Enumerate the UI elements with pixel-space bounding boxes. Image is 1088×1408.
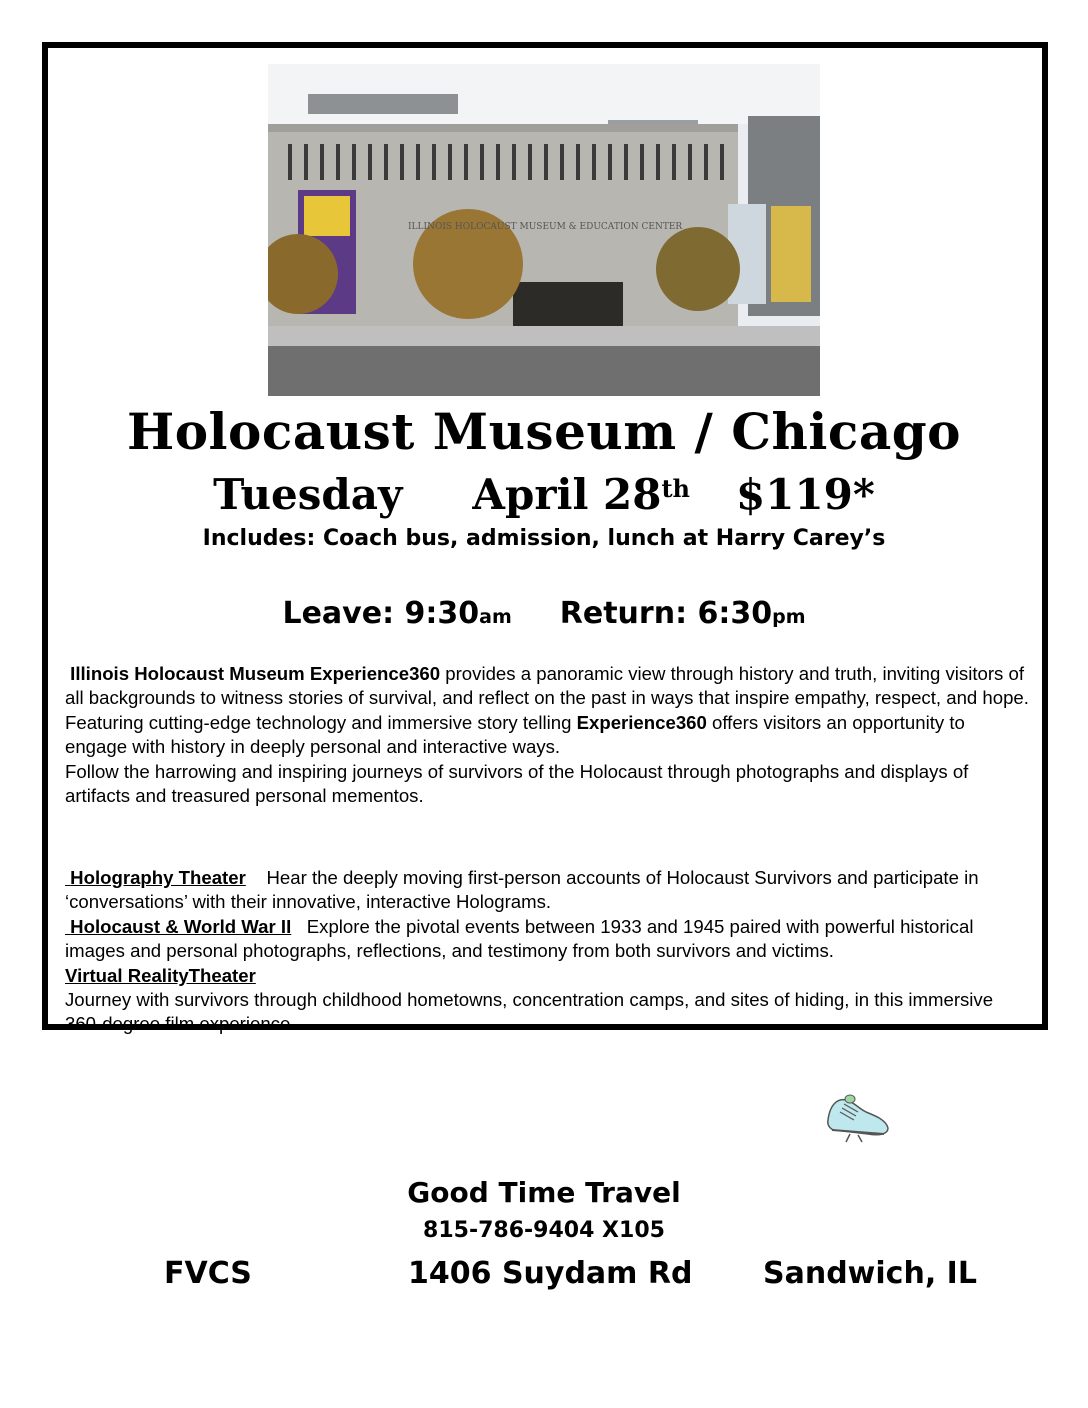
event-date: April 28 (472, 470, 662, 519)
ww2-title (65, 916, 291, 937)
description-paragraph (65, 662, 1030, 760)
date-price-line (0, 470, 1088, 519)
ww2-text: Explore the pivotal events between 1933 and 1945 paired with powerful historical images and personal photographs, reflections, and testimony from both survivors and victims. (65, 915, 979, 962)
sneaker-icon (824, 1090, 892, 1144)
mid-bold: Experience360 (576, 711, 707, 733)
ww2-title-text: Holocaust & World War II (70, 915, 292, 937)
company-phone: 815-786-9404 X105 (423, 1218, 665, 1243)
description-block (65, 662, 1030, 808)
lead-text: provides a panoramic view through history and truth, inviting visitors of all backgrounds to witness stories of survival, and reflect on the past in ways that inspire empathy, respect, and hope. Featuring cutting-edge technology and immersive story telling (65, 663, 1029, 733)
times-line (0, 596, 1088, 631)
event-day: Tuesday (213, 470, 403, 519)
holography-title (65, 867, 246, 888)
holography-title-text: Holography Theater (70, 867, 246, 888)
sections-block (65, 866, 1030, 1037)
leave-time: Leave: 9:30 (282, 596, 480, 631)
return-time: Return: 6:30 (559, 596, 773, 631)
museum-photo (268, 64, 820, 396)
org-name: FVCS (164, 1256, 252, 1291)
includes-line: Includes: Coach bus, admission, lunch at Harry Carey’s (202, 526, 886, 551)
photo-sign: ILLINOIS HOLOCAUST MUSEUM & EDUCATION CENTER (408, 222, 683, 232)
holography-section (65, 866, 1030, 915)
leave-suffix: am (479, 606, 512, 628)
lead-bold: Illinois Holocaust Museum Experience360 (70, 663, 441, 684)
follow-paragraph: Follow the harrowing and inspiring journeys of survivors of the Holocaust through photographs and displays of artifacts and treasured personal mementos. (65, 760, 969, 807)
return-suffix: pm (772, 606, 806, 628)
company-name: Good Time Travel (407, 1176, 681, 1209)
vr-text: Journey with survivors through childhood hometowns, concentration camps, and sites of hiding, in this immersive 360-degree film experience (65, 989, 994, 1035)
mid-text: offers visitors an opportunity to engage with history in deeply personal and interactive ways. (65, 711, 965, 758)
date-suffix: th (661, 474, 691, 503)
holography-text: Hear the deeply moving first-person accounts of Holocaust Survivors and participate in ‘conversations’ with their innovative, interactive Holograms. (65, 867, 984, 913)
city: Sandwich, IL (763, 1256, 977, 1291)
vr-title: Virtual RealityTheater (65, 964, 256, 986)
address: 1406 Suydam Rd (408, 1256, 693, 1291)
event-title: Holocaust Museum / Chicago (126, 402, 962, 461)
ww2-section (65, 915, 1030, 964)
event-price: $119* (736, 470, 875, 519)
